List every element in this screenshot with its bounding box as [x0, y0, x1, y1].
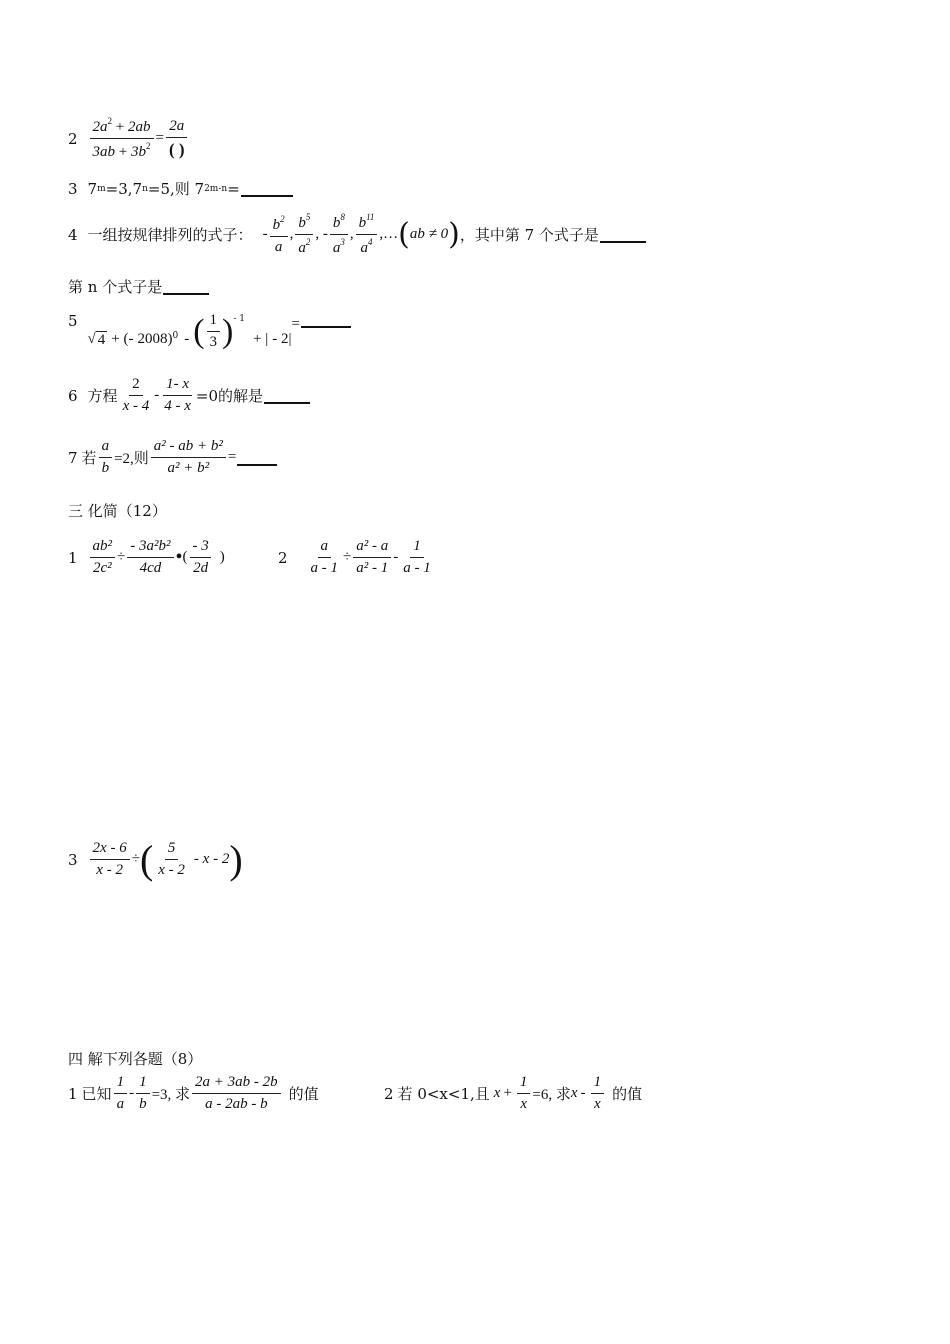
question-number: 2: [68, 129, 78, 148]
question-number: 1: [68, 548, 78, 567]
simplify-1: 1 $\frac{\text{ab²}}{\text{2c²}}$ ÷ $\frac{\text{- 3a²b²}}{4cd}$ • ( $\frac{- 3}{2d}$ ): [68, 538, 225, 577]
fraction-rhs: $\frac{2a}{( )}$: [166, 118, 188, 160]
problem-1: 1 已知 $\frac{1}{a}$ - $\frac{1}{b}$ =3, 求 $\frac{2a + 3ab - 2b}{a - 2ab - b}$ 的值: [68, 1074, 319, 1113]
problem-2: 2 若 0<x<1,且 x + $\frac{1}{x}$ =6, 求 x - $\frac{1}{x}$ 的值: [384, 1074, 643, 1113]
answer-blank[interactable]: [301, 312, 351, 328]
answer-blank[interactable]: [237, 450, 277, 466]
simplify-2: 2 $\frac{a}{a - 1}$ ÷ $\frac{\text{a² - a}}{\text{a² - 1}}$ - $\frac{1}{a - 1}$: [278, 538, 431, 577]
question-4-line-2: 第 n 个式子是: [68, 276, 209, 297]
question-2: 2 $\frac{2a^2 + 2ab}{3ab + 3b^2}$ = $\frac{2a}{( )}$: [68, 116, 190, 162]
question-number: 6: [68, 386, 78, 405]
question-3: 3 7 m =3,7 n =5,则 7 2m-n =: [68, 178, 293, 199]
question-number: 3: [68, 179, 78, 198]
question-number: 2: [384, 1084, 394, 1103]
question-6: 6 方程 $\frac{2}{x - 4}$ - $\frac{1- x}{4 - x}$ =0的解是: [68, 376, 310, 416]
question-5: 5 √ 4 + (- 2008 ) $^0$ - ( $\frac{1}{3}$ ) $^{- 1}$ + | - 2 | =: [68, 312, 351, 352]
question-4: 4 一组按规律排列的式子： - $\frac{b^2}{a}$ , $\frac{b^5}{a^2}$ , - $\frac{b^8}{a^3}$ , $\frac{b^{11}}{a^4}$ ,… ( ab ≠ 0 ) ，其中第 7 个式子是: [68, 212, 646, 258]
answer-blank[interactable]: [163, 279, 209, 295]
answer-blank[interactable]: [600, 227, 646, 243]
answer-blank[interactable]: [264, 388, 310, 404]
question-number: 1: [68, 1084, 78, 1103]
simplify-3: 3 $\frac{2x - 6}{x - 2}$ ÷ ( $\frac{5}{x - 2}$ - x - 2 ): [68, 837, 243, 882]
fraction-lhs: $\frac{2a^2 + 2ab}{3ab + 3b^2}$: [90, 116, 154, 162]
section-4-title: 四 解下列各题（8）: [68, 1050, 203, 1068]
question-number: 4: [68, 225, 78, 244]
question-number: 2: [278, 548, 288, 567]
section-3-title: 三 化简（12）: [68, 502, 167, 520]
answer-blank[interactable]: [241, 181, 293, 197]
question-number: 3: [68, 850, 78, 869]
question-number: 5: [68, 312, 78, 330]
question-7: 7 若 $\frac{a}{b}$ =2,则 $\frac{\text{a² - ab + b²}}{\text{a² + b²}}$ =: [68, 438, 277, 478]
question-number: 7: [68, 448, 78, 467]
